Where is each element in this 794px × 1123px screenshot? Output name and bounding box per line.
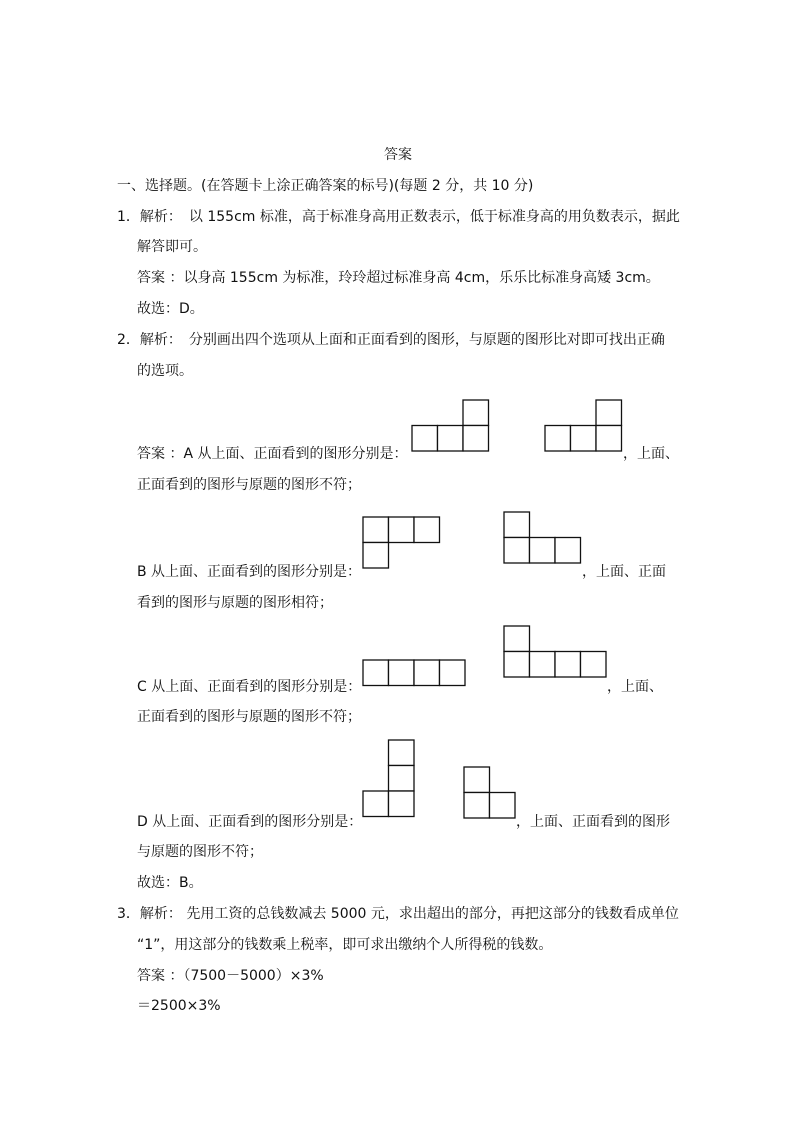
- q3-answer: 答案 ：（7500－5000）×3%: [137, 968, 324, 984]
- q2-option-a-cont: 正面看到的图形与原题的图形不符；: [137, 477, 361, 493]
- grid-square: [530, 652, 556, 678]
- grid-square: [504, 652, 530, 678]
- figure-b-front-view: [504, 512, 584, 568]
- q1-analysis-cont: 解答即可。: [137, 239, 207, 255]
- figure-c-front-view: [504, 626, 608, 682]
- q2-option-a-tail: ，上面、: [623, 446, 679, 462]
- q2-option-d-tail: ，上面、正面看到的图形: [516, 814, 670, 830]
- figure-c-top-view: [363, 660, 467, 690]
- grid-square: [438, 426, 464, 452]
- grid-square: [414, 660, 440, 686]
- figure-a-front-view: [545, 400, 625, 456]
- grid-square: [490, 793, 516, 819]
- q2-option-b-cont: 看到的图形与原题的图形相符；: [137, 595, 333, 611]
- grid-square: [464, 793, 490, 819]
- page-title: 答案: [384, 147, 412, 163]
- grid-square: [464, 767, 490, 793]
- q3-analysis: 3．解析： 先用工资的总钱数减去 5000 元，求出超出的部分，再把这部分的钱数看成单位: [117, 906, 679, 922]
- q2-analysis-cont: 的选项。: [137, 363, 193, 379]
- grid-square: [414, 517, 440, 543]
- grid-square: [363, 660, 389, 686]
- grid-square: [596, 400, 622, 426]
- q1-analysis: 1．解析： 以 155cm 标准，高于标准身高用正数表示，低于标准身高的用负数表示，据此: [117, 209, 680, 225]
- grid-square: [596, 426, 622, 452]
- figure-a-top-view: [412, 400, 492, 456]
- q2-option-d: D 从上面、正面看到的图形分别是：: [137, 814, 363, 830]
- grid-square: [463, 426, 489, 452]
- grid-square: [571, 426, 597, 452]
- grid-square: [363, 791, 389, 817]
- grid-square: [555, 652, 581, 678]
- grid-square: [389, 766, 415, 792]
- q2-option-c: C 从上面、正面看到的图形分别是：: [137, 679, 362, 695]
- q2-option-c-tail: ，上面、: [607, 679, 663, 695]
- q2-option-d-cont: 与原题的图形不符；: [137, 844, 263, 860]
- figure-d-top-view: [363, 740, 419, 824]
- q2-option-b: B 从上面、正面看到的图形分别是：: [137, 564, 362, 580]
- grid-square: [545, 426, 571, 452]
- grid-square: [363, 543, 389, 569]
- grid-square: [389, 517, 415, 543]
- q1-answer: 答案 ：以身高 155cm 为标准，玲玲超过标准身高 4cm，乐乐比标准身高矮 3cm。: [137, 270, 660, 286]
- q2-option-b-tail: ，上面、正面: [582, 564, 666, 580]
- q3-step: ＝2500×3%: [137, 998, 221, 1014]
- grid-square: [389, 791, 415, 817]
- q2-analysis: 2．解析： 分别画出四个选项从上面和正面看到的图形，与原题的图形比对即可找出正确: [117, 332, 665, 348]
- grid-square: [504, 512, 530, 538]
- q1-choice: 故选：D。: [137, 301, 204, 317]
- q2-option-c-cont: 正面看到的图形与原题的图形不符；: [137, 709, 361, 725]
- figure-d-front-view: [464, 767, 520, 823]
- q2-choice: 故选：B。: [137, 875, 203, 891]
- grid-square: [504, 626, 530, 652]
- grid-square: [504, 538, 530, 564]
- grid-square: [463, 400, 489, 426]
- grid-square: [389, 660, 415, 686]
- grid-square: [389, 740, 415, 766]
- grid-square: [530, 538, 556, 564]
- grid-square: [555, 538, 581, 564]
- q2-option-a: 答案 ：A 从上面、正面看到的图形分别是：: [137, 446, 408, 462]
- grid-square: [412, 426, 438, 452]
- q3-analysis-cont: “1”，用这部分的钱数乘上税率，即可求出缴纳个人所得税的钱数。: [137, 937, 553, 953]
- figure-b-top-view: [363, 517, 443, 573]
- grid-square: [581, 652, 607, 678]
- grid-square: [363, 517, 389, 543]
- section-heading: 一、选择题。(在答题卡上涂正确答案的标号)(每题 2 分，共 10 分): [117, 178, 534, 194]
- grid-square: [440, 660, 466, 686]
